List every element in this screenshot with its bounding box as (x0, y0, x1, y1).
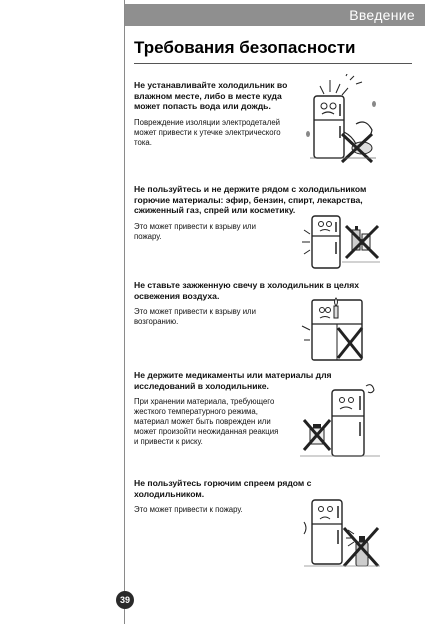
warning-heading: Не устанавливайте холодильник во влажном месте, либо в месте куда может попасть вода или дождь. (134, 80, 288, 111)
warning-heading: Не ставьте зажженную свечу в холодильник в целях освежения воздуха. (134, 280, 360, 301)
page-number-badge: 39 (116, 591, 134, 609)
title-divider (134, 63, 412, 64)
warning-1 (134, 80, 292, 148)
section-header-bar (125, 4, 425, 26)
warning-heading: Не держите медикаменты или материалы для исследований в холодильнике. (134, 370, 332, 391)
fridge-spray-illustration (298, 494, 382, 572)
section-title: Введение (349, 7, 415, 23)
warning-text: При хранении материала, требующего жесткого температурного режима, материал может быть поврежден или может произойти неожиданная реакция и привести к риску. (134, 397, 279, 446)
page-title: Требования безопасности (134, 38, 356, 57)
fridge-water-illustration (300, 74, 382, 166)
warning-heading: Не пользуйтесь горючим спреем рядом с холодильником. (134, 478, 312, 499)
warning-text: Это может привести к взрыву или возгоранию. (134, 307, 256, 326)
warning-text: Это может привести к взрыву или пожару. (134, 221, 256, 241)
warning-text: Повреждение изоляции электродеталей может привести к утечке электрического тока. (134, 117, 281, 147)
fridge-medicine-illustration (300, 384, 382, 462)
warning-text: Это может привести к пожару. (134, 505, 243, 514)
warning-heading: Не пользуйтесь и не держите рядом с холодильником горючие материалы: эфир, бензин, спирт, лекарства, сжиженный газ, спрей или косметику. (134, 184, 367, 215)
fridge-candle-illustration (298, 296, 382, 366)
fridge-flammables-illustration (300, 212, 382, 274)
